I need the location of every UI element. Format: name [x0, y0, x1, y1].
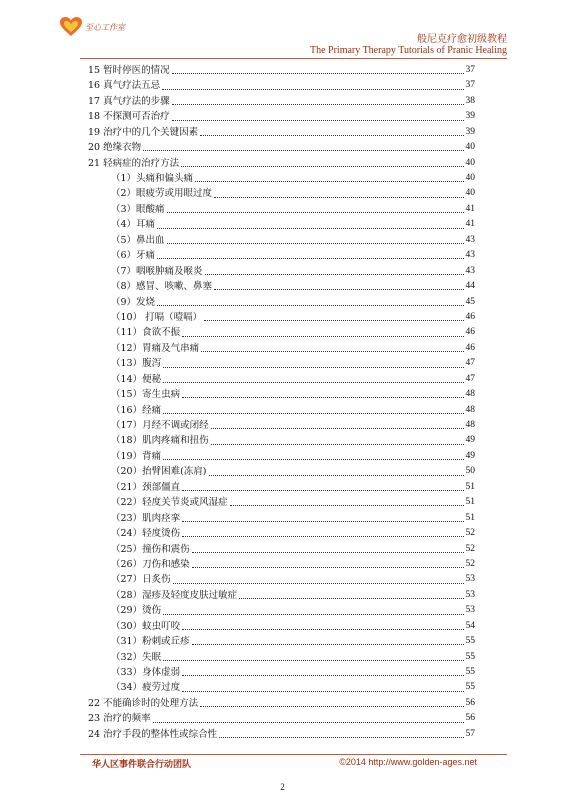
- toc-leader-dots: [163, 614, 463, 615]
- logo: [60, 12, 125, 42]
- toc-entry-page: 53: [465, 574, 475, 585]
- toc-entry-title: （9）发烧: [111, 296, 156, 308]
- toc-leader-dots: [173, 583, 464, 584]
- toc-entry[interactable]: [88, 187, 475, 202]
- toc-entry[interactable]: [88, 403, 475, 418]
- toc-entry-title: 17 真气疗法的步骤: [88, 95, 170, 107]
- toc-leader-dots: [182, 675, 463, 676]
- toc-entry[interactable]: [88, 140, 475, 155]
- toc-entry-page: 43: [465, 250, 475, 261]
- toc-entry[interactable]: [88, 310, 475, 325]
- toc-entry-page: 41: [465, 219, 475, 230]
- toc-entry[interactable]: [88, 109, 475, 124]
- toc-leader-dots: [192, 644, 464, 645]
- toc-entry-title: （14）便秘: [111, 373, 162, 385]
- toc-entry-page: 52: [465, 543, 475, 554]
- toc-entry[interactable]: [88, 356, 475, 371]
- toc-entry[interactable]: [88, 665, 475, 680]
- toc-entry-page: 51: [465, 512, 475, 523]
- toc-entry-title: （27）日炙伤: [111, 574, 171, 586]
- toc-entry-title: （8）感冒、咳嗽、鼻塞: [111, 281, 213, 293]
- toc-entry-title: （20）抬臂困难(冻肩): [111, 466, 207, 478]
- toc-leader-dots: [172, 120, 464, 121]
- table-of-contents: [88, 63, 475, 742]
- toc-leader-dots: [172, 104, 464, 105]
- toc-leader-dots: [209, 475, 464, 476]
- toc-entry-page: 39: [465, 111, 475, 122]
- toc-entry[interactable]: [88, 464, 475, 479]
- toc-leader-dots: [172, 73, 464, 74]
- toc-entry-title: （2）眼疲劳或用眼过度: [111, 188, 213, 200]
- toc-entry-title: （6）牙痛: [111, 250, 156, 262]
- toc-entry[interactable]: [88, 279, 475, 294]
- toc-entry[interactable]: [88, 603, 475, 618]
- toc-entry-page: 47: [465, 373, 475, 384]
- toc-entry[interactable]: [88, 681, 475, 696]
- toc-entry-title: （25）撞伤和震伤: [111, 543, 190, 555]
- toc-entry[interactable]: [88, 495, 475, 510]
- toc-entry[interactable]: [88, 325, 475, 340]
- toc-leader-dots: [182, 490, 463, 491]
- toc-entry-page: 38: [465, 95, 475, 106]
- header-title-cn: 般尼克疗愈初级教程: [417, 34, 507, 45]
- toc-entry[interactable]: [88, 78, 475, 93]
- toc-entry-title: 16 真气疗法五忌: [88, 80, 161, 92]
- toc-leader-dots: [167, 243, 464, 244]
- toc-entry[interactable]: [88, 372, 475, 387]
- toc-entry-page: 48: [465, 420, 475, 431]
- toc-entry[interactable]: [88, 650, 475, 665]
- toc-leader-dots: [200, 706, 463, 707]
- toc-entry[interactable]: [88, 434, 475, 449]
- toc-entry[interactable]: [88, 387, 475, 402]
- toc-entry-title: 23 治疗的频率: [88, 713, 151, 725]
- toc-leader-dots: [182, 336, 463, 337]
- toc-leader-dots: [163, 367, 463, 368]
- toc-leader-dots: [182, 629, 463, 630]
- toc-entry-title: （3）眼酸痛: [111, 203, 165, 215]
- page-number: 2: [280, 782, 285, 792]
- heart-logo-icon: [60, 17, 82, 37]
- toc-entry[interactable]: [88, 711, 475, 726]
- toc-leader-dots: [214, 197, 463, 198]
- toc-entry-title: 19 治疗中的几个关键因素: [88, 126, 199, 138]
- toc-entry-page: 54: [465, 620, 475, 631]
- header-divider: [80, 58, 507, 59]
- toc-entry-title: 24 治疗手段的整体性或综合性: [88, 728, 218, 740]
- toc-leader-dots: [239, 598, 463, 599]
- toc-entry-page: 45: [465, 296, 475, 307]
- toc-leader-dots: [167, 212, 464, 213]
- toc-entry-page: 49: [465, 435, 475, 446]
- toc-leader-dots: [153, 722, 464, 723]
- toc-entry-page: 47: [465, 358, 475, 369]
- toc-leader-dots: [162, 89, 463, 90]
- toc-entry[interactable]: [88, 295, 475, 310]
- toc-entry[interactable]: [88, 264, 475, 279]
- toc-entry[interactable]: [88, 480, 475, 495]
- toc-entry-page: 43: [465, 234, 475, 245]
- toc-entry-page: 52: [465, 558, 475, 569]
- toc-entry-title: （22）轻度关节炎或风湿症: [111, 497, 228, 509]
- toc-entry-title: （33）身体虚弱: [111, 667, 181, 679]
- toc-leader-dots: [195, 181, 463, 182]
- toc-entry-page: 39: [465, 126, 475, 137]
- toc-leader-dots: [230, 505, 464, 506]
- toc-entry-page: 50: [465, 466, 475, 477]
- toc-leader-dots: [192, 552, 464, 553]
- toc-entry[interactable]: [88, 727, 475, 742]
- toc-entry-page: 48: [465, 389, 475, 400]
- toc-entry-title: （19）背痛: [111, 450, 162, 462]
- toc-entry-title: （29）烫伤: [111, 605, 162, 617]
- toc-entry-page: 51: [465, 497, 475, 508]
- toc-entry[interactable]: [88, 156, 475, 171]
- toc-entry-title: 18 不探测可否治疗: [88, 111, 170, 123]
- toc-leader-dots: [181, 166, 463, 167]
- toc-entry-page: 56: [465, 697, 475, 708]
- toc-leader-dots: [211, 428, 464, 429]
- toc-entry-title: （7）咽喉肿痛及喉炎: [111, 265, 203, 277]
- toc-entry-page: 37: [465, 80, 475, 91]
- toc-entry-title: （12）胃痛及气串痛: [111, 342, 200, 354]
- toc-entry-title: （17）月经不调或闭经: [111, 420, 209, 432]
- toc-entry-page: 41: [465, 203, 475, 214]
- toc-entry[interactable]: [88, 511, 475, 526]
- toc-entry-page: 52: [465, 528, 475, 539]
- toc-leader-dots: [157, 228, 463, 229]
- toc-entry-title: （16）经痛: [111, 404, 162, 416]
- toc-entry-title: （13）腹泻: [111, 358, 162, 370]
- toc-entry[interactable]: [88, 125, 475, 140]
- toc-entry-title: （34）疲劳过度: [111, 682, 181, 694]
- toc-entry[interactable]: [88, 248, 475, 263]
- toc-entry[interactable]: [88, 418, 475, 433]
- toc-entry-title: （10） 打嗝（噎嗝）: [111, 311, 203, 323]
- toc-entry-page: 46: [465, 342, 475, 353]
- toc-entry-title: （23）肌肉痉挛: [111, 512, 181, 524]
- toc-entry-title: 22 不能确诊时的处理方法: [88, 697, 199, 709]
- toc-entry-title: （1）头痛和偏头痛: [111, 173, 194, 185]
- toc-entry-title: （11）食欲不振: [111, 327, 181, 339]
- toc-entry-title: （5）鼻出血: [111, 234, 165, 246]
- toc-entry-title: （28）湿疹及轻度皮肤过敏症: [111, 589, 238, 601]
- toc-entry[interactable]: [88, 341, 475, 356]
- toc-entry[interactable]: [88, 696, 475, 711]
- toc-leader-dots: [182, 397, 463, 398]
- toc-entry-page: 43: [465, 265, 475, 276]
- toc-entry-page: 46: [465, 311, 475, 322]
- toc-entry-page: 55: [465, 651, 475, 662]
- toc-entry-title: （15）寄生虫病: [111, 389, 181, 401]
- toc-leader-dots: [192, 567, 464, 568]
- toc-entry-page: 40: [465, 157, 475, 168]
- toc-entry-page: 55: [465, 667, 475, 678]
- toc-leader-dots: [182, 691, 463, 692]
- toc-entry-page: 57: [465, 728, 475, 739]
- toc-entry-title: 21 轻病症的治疗方法: [88, 157, 180, 169]
- toc-leader-dots: [205, 274, 464, 275]
- toc-entry-page: 56: [465, 713, 475, 724]
- toc-entry-page: 51: [465, 481, 475, 492]
- toc-entry-page: 40: [465, 142, 475, 153]
- toc-leader-dots: [182, 521, 463, 522]
- toc-entry-title: 15 暂时停医的情况: [88, 64, 170, 76]
- toc-entry[interactable]: [88, 557, 475, 572]
- toc-leader-dots: [163, 459, 463, 460]
- footer-divider: [80, 754, 507, 755]
- toc-entry-page: 37: [465, 64, 475, 75]
- toc-entry-page: 40: [465, 173, 475, 184]
- toc-leader-dots: [182, 536, 463, 537]
- toc-leader-dots: [201, 351, 463, 352]
- toc-entry-title: 20 绝缘衣物: [88, 142, 142, 154]
- toc-leader-dots: [163, 660, 463, 661]
- toc-leader-dots: [143, 150, 463, 151]
- toc-entry[interactable]: [88, 588, 475, 603]
- toc-entry[interactable]: [88, 542, 475, 557]
- footer-organization: 华人区事件联合行动团队: [92, 760, 192, 770]
- toc-entry-title: （4）耳痛: [111, 219, 156, 231]
- toc-leader-dots: [163, 413, 463, 414]
- toc-entry[interactable]: [88, 233, 475, 248]
- toc-entry-title: （26）刀伤和感染: [111, 558, 190, 570]
- toc-entry-page: 53: [465, 589, 475, 600]
- toc-entry-title: （24）轻度烫伤: [111, 528, 181, 540]
- toc-entry[interactable]: [88, 526, 475, 541]
- toc-leader-dots: [219, 737, 463, 738]
- toc-entry-page: 40: [465, 188, 475, 199]
- toc-entry-page: 48: [465, 404, 475, 415]
- toc-entry[interactable]: [88, 634, 475, 649]
- toc-entry-title: （21）颈部僵直: [111, 481, 181, 493]
- toc-entry-page: 55: [465, 636, 475, 647]
- toc-leader-dots: [214, 289, 463, 290]
- toc-leader-dots: [157, 258, 463, 259]
- toc-entry-title: （32）失眠: [111, 651, 162, 663]
- toc-entry[interactable]: [88, 217, 475, 232]
- toc-leader-dots: [157, 305, 463, 306]
- toc-entry[interactable]: [88, 63, 475, 78]
- toc-leader-dots: [163, 382, 463, 383]
- toc-entry-title: （30）蚊虫叮咬: [111, 620, 181, 632]
- toc-leader-dots: [200, 135, 463, 136]
- toc-leader-dots: [204, 320, 463, 321]
- logo-text: 至心工作室: [85, 22, 125, 32]
- toc-entry[interactable]: [88, 202, 475, 217]
- toc-entry[interactable]: [88, 94, 475, 109]
- toc-leader-dots: [211, 444, 464, 445]
- toc-entry[interactable]: [88, 449, 475, 464]
- toc-entry-page: 49: [465, 450, 475, 461]
- toc-entry[interactable]: [88, 572, 475, 587]
- footer-copyright: ©2014 http://www.golden-ages.net: [339, 757, 477, 767]
- toc-entry-page: 53: [465, 605, 475, 616]
- toc-entry[interactable]: [88, 171, 475, 186]
- toc-entry-title: （18）肌肉疼痛和扭伤: [111, 435, 209, 447]
- toc-entry-page: 44: [465, 281, 475, 292]
- toc-entry-page: 55: [465, 682, 475, 693]
- header-title-en: The Primary Therapy Tutorials of Pranic Healing: [309, 45, 507, 56]
- toc-entry-page: 46: [465, 327, 475, 338]
- toc-entry-title: （31）粉刺或丘疹: [111, 636, 190, 648]
- toc-entry[interactable]: [88, 619, 475, 634]
